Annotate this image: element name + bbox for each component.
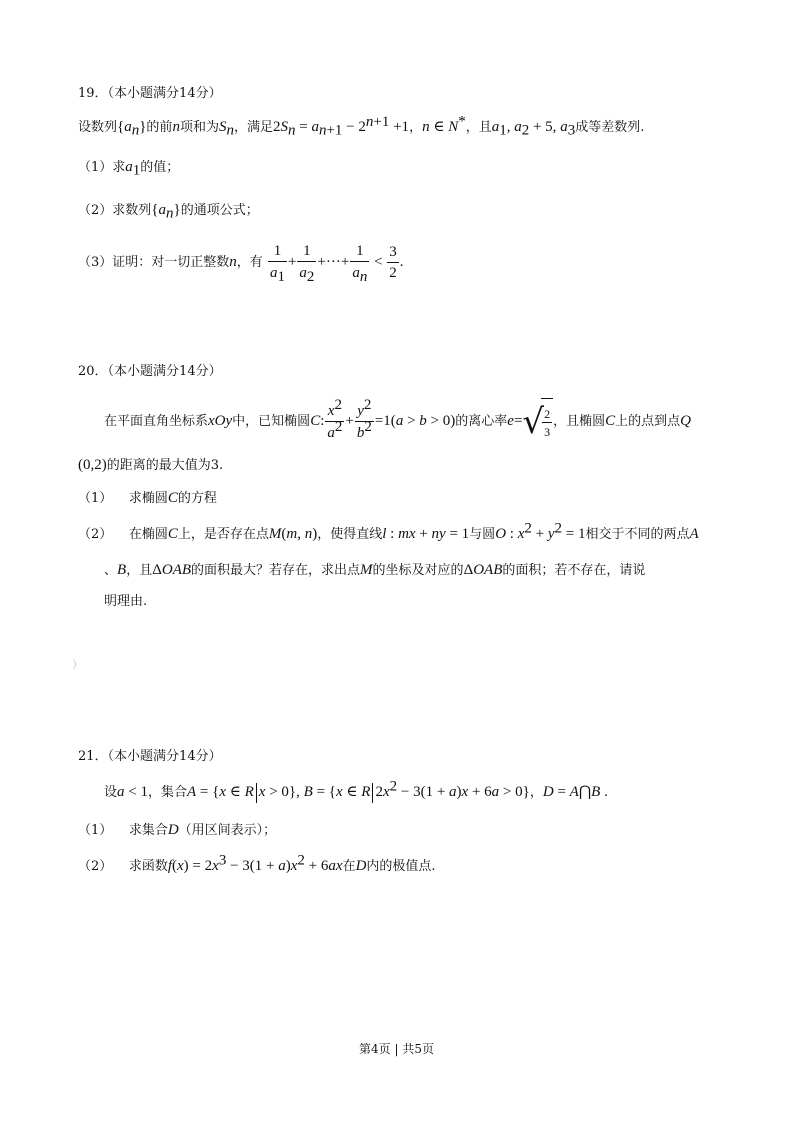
q19-stem: 设数列$\{a_n\}$的前n项和为$S_n$，满足$2S_n = a_{n+1} - 2^{n+1} +1$，n ∈ N*，且$a_1$, $a_2 + 5$, $a_3$成等差数列. [78, 113, 645, 139]
q20-stem-continued: (0,2)的距离的最大值为3. [78, 457, 224, 473]
q19-header: 19．（本小题满分14分） [78, 86, 222, 101]
q21-part1: （1） 求集合D（用区间表示）； [78, 822, 277, 838]
q19-part3: （3）证明：对一切正整数n，有 $\frac{1}{a_1}$ + $\frac{1}{a_2}$ +···+ $\frac{1}{a_n}$ < $\frac{3}{2}$ . [78, 243, 404, 285]
q20-header: 20．（本小题满分14分） [78, 364, 222, 379]
page-footer: 第4页 | 共5页 [359, 1042, 434, 1056]
q19-part2: （2）求数列$\{a_n\}$的通项公式； [78, 202, 259, 222]
q20-part1: （1） 求椭圆C的方程 [78, 490, 217, 506]
q20-part2-end: 明理由. [104, 594, 148, 609]
q20-part2-continued: 、B，且ΔOAB的面积最大？若存在，求出点M的坐标及对应的ΔOAB的面积；若不存在，请说 [104, 562, 646, 578]
q20-stem: 在平面直角坐标系xOy中，已知椭圆C: $\frac{x^2}{a^2}$ + $\frac{y^2}{b^2}$ =1(a > b > 0)的离心率e=√ $\frac{2}{3}$ ，且椭圆C上的点到点Q [104, 398, 691, 445]
q21-header: 21．（本小题满分14分） [78, 749, 222, 764]
q21-part2: （2） 求函数$f(x) = 2x^3 - 3(1 + a)x^2 + 6ax$在D内的极值点. [78, 852, 436, 874]
q20-part2: （2） 在椭圆C上，是否存在点M(m, n)，使得直线l : mx + ny = 1与圆O : $x^2 + y^2 = 1$相交于不同的两点A [78, 520, 699, 542]
q21-stem: 设a < 1，集合A = {x ∈ R x > 0}, B = {x ∈ R $2x^2 - 3(1 + a)x + 6a > 0$}，D = A⋂B . [104, 782, 608, 803]
stray-mark: ） [72, 658, 83, 671]
q19-part1: （1）求$a_1$的值； [78, 159, 180, 179]
